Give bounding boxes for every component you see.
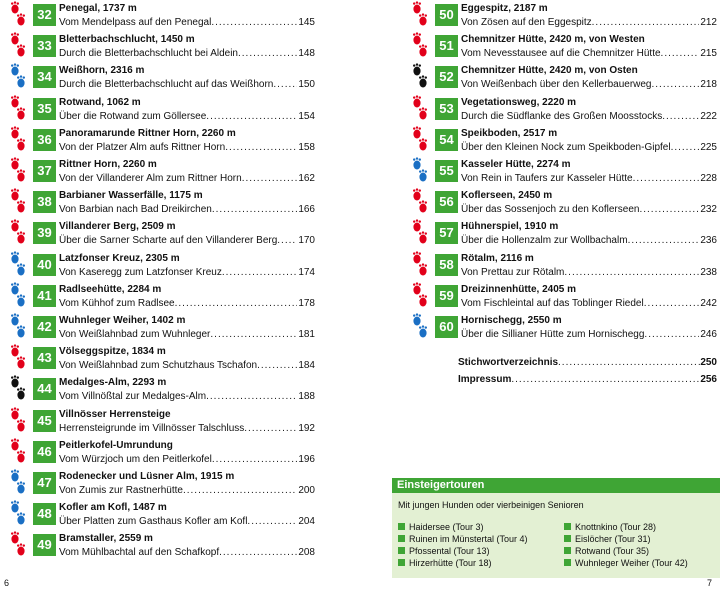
- tour-description: Über die Hollenzalm zur Wollbachalm: [461, 235, 628, 247]
- toc-entry[interactable]: [10, 500, 315, 531]
- bullet-square-icon: [398, 547, 405, 554]
- beginner-tour-label: Pfossental (Tour 13): [409, 546, 490, 556]
- tour-description-line: [461, 142, 717, 153]
- tour-number: 33: [33, 35, 56, 57]
- tour-description: Von Zösen auf den Eggespitz: [461, 17, 592, 28]
- page-ref: 232: [700, 204, 717, 216]
- tour-title: Rotwand, 1062 m: [59, 96, 141, 108]
- toc-extra-entry[interactable]: [458, 374, 717, 385]
- bullet-square-icon: [398, 559, 405, 566]
- tour-description: Von Weißenbach über den Kellerbauerweg: [461, 79, 652, 91]
- tour-description: Über den Kleinen Nock zum Speikboden-Gipfel: [461, 141, 671, 153]
- leader-dots: [244, 423, 297, 434]
- leader-dots: [219, 547, 297, 558]
- paw-print-icon: [10, 469, 26, 497]
- tour-description: Von Barbian nach Bad Dreikirchen: [59, 204, 212, 216]
- leader-dots: [238, 48, 297, 59]
- leader-dots: [639, 204, 699, 215]
- tour-description: Von der Villanderer Alm zum Rittner Horn: [59, 173, 242, 184]
- beginner-tour-item: [398, 534, 528, 544]
- tour-title: Rodenecker und Lüsner Alm, 1915 m: [59, 471, 235, 482]
- toc-entry[interactable]: [10, 407, 315, 438]
- tour-description-line: [461, 173, 717, 184]
- beginner-tour-item: [398, 558, 492, 568]
- leader-dots: [592, 17, 700, 28]
- leader-dots: [242, 173, 298, 184]
- toc-entry[interactable]: [10, 375, 315, 406]
- page-ref: 204: [298, 516, 315, 528]
- tour-number: 46: [33, 441, 56, 463]
- toc-entry[interactable]: [10, 282, 315, 313]
- beginner-tour-item: [564, 522, 656, 532]
- paw-print-icon: [412, 95, 428, 123]
- tour-description-line: [59, 423, 315, 434]
- leader-dots: [225, 142, 297, 153]
- tour-description-line: [59, 391, 315, 402]
- toc-entry[interactable]: [10, 1, 315, 32]
- leader-dots: [175, 298, 298, 309]
- page-ref: 178: [298, 297, 315, 309]
- tour-title: Eggespitz, 2187 m: [461, 3, 548, 14]
- toc-entry[interactable]: [412, 219, 717, 250]
- paw-print-icon: [10, 1, 26, 29]
- tour-title: Radlseehütte, 2284 m: [59, 283, 162, 295]
- tour-title: Weißhorn, 2316 m: [59, 65, 145, 77]
- leader-dots: [644, 329, 699, 340]
- tour-description: Vom Würzjoch um den Peitlerkofel: [59, 453, 212, 465]
- tour-title: Latzfonser Kreuz, 2305 m: [59, 252, 180, 264]
- paw-print-icon: [10, 32, 26, 60]
- paw-print-icon: [10, 313, 26, 341]
- tour-title: Rötalm, 2116 m: [461, 252, 534, 264]
- page-ref: 184: [298, 360, 315, 372]
- page-ref: 225: [700, 141, 717, 153]
- tour-number: 57: [435, 222, 458, 244]
- toc-entry[interactable]: [10, 95, 315, 126]
- tour-title: Peitlerkofel-Umrundung: [59, 439, 173, 451]
- paw-print-icon: [412, 32, 428, 60]
- toc-entry[interactable]: [412, 95, 717, 126]
- tour-description-line: [461, 235, 717, 246]
- leader-dots: [511, 374, 700, 385]
- toc-entry[interactable]: [10, 32, 315, 63]
- beginner-tour-item: [398, 546, 490, 556]
- tour-title: Speikboden, 2517 m: [461, 127, 558, 139]
- page-ref: 250: [700, 357, 717, 368]
- leader-dots: [183, 485, 297, 496]
- paw-print-icon: [10, 157, 26, 185]
- tour-description-line: [59, 17, 315, 28]
- tour-description: Herrensteigrunde im Villnösser Talschluss: [59, 422, 245, 434]
- tour-description-line: [59, 485, 315, 496]
- tour-title: Villnösser Herrensteige: [59, 408, 171, 420]
- tour-description-line: [461, 298, 717, 309]
- leader-dots: [211, 17, 297, 28]
- beginner-tour-label: Eislöcher (Tour 31): [575, 534, 651, 544]
- tour-number: 53: [435, 98, 458, 120]
- tour-title: Hühnerspiel, 1910 m: [461, 221, 559, 233]
- tour-description-line: [461, 17, 717, 28]
- page-ref: 170: [298, 235, 315, 247]
- toc-entry[interactable]: [10, 313, 315, 344]
- tour-description-line: [461, 111, 717, 122]
- toc-entry[interactable]: [412, 1, 717, 32]
- tour-title: Hornischegg, 2550 m: [461, 315, 562, 326]
- beginner-tour-label: Haidersee (Tour 3): [409, 522, 484, 532]
- beginner-tour-label: Wuhnleger Weiher (Tour 42): [575, 558, 688, 568]
- tour-description: Durch die Bletterbachschlucht bei Aldein: [59, 48, 238, 60]
- tour-title: Wuhnleger Weiher, 1402 m: [59, 315, 186, 326]
- leader-dots: [206, 391, 297, 402]
- leader-dots: [212, 204, 297, 215]
- tour-title: Völseggspitze, 1834 m: [59, 346, 166, 358]
- page-ref: 145: [298, 17, 315, 28]
- tour-description: Von Weißlahnbad zum Wuhnleger: [59, 329, 211, 340]
- tour-title: Villanderer Berg, 2509 m: [59, 221, 176, 233]
- paw-print-icon: [412, 219, 428, 247]
- leader-dots: [247, 516, 297, 527]
- tour-number: 32: [33, 4, 56, 26]
- tour-number: 51: [435, 35, 458, 57]
- toc-entry[interactable]: [10, 63, 315, 94]
- tour-number: 45: [33, 410, 56, 432]
- tour-description: Vom Nevesstausee auf die Chemnitzer Hütte: [461, 48, 661, 60]
- beginner-tour-item: [398, 522, 484, 532]
- toc-entry[interactable]: [412, 313, 717, 344]
- tour-number: 42: [33, 316, 56, 338]
- tour-description-line: [461, 48, 717, 59]
- paw-print-icon: [10, 531, 26, 559]
- toc-entry[interactable]: [412, 251, 717, 282]
- toc-entry[interactable]: [412, 188, 717, 219]
- paw-print-icon: [412, 63, 428, 91]
- tour-title: Rittner Horn, 2260 m: [59, 159, 157, 170]
- tour-description: Vom Villnößtal zur Medalges-Alm: [59, 391, 207, 403]
- paw-print-icon: [412, 188, 428, 216]
- toc-entry[interactable]: [10, 219, 315, 250]
- toc-entry[interactable]: [10, 438, 315, 469]
- tour-title: Barbianer Wasserfälle, 1175 m: [59, 190, 203, 202]
- tour-number: 35: [33, 98, 56, 120]
- beginner-tour-item: [564, 534, 651, 544]
- tour-number: 44: [33, 378, 56, 400]
- leader-dots: [273, 79, 297, 90]
- page-ref: 218: [700, 79, 717, 91]
- tour-title: Kofler am Kofl, 1487 m: [59, 502, 167, 514]
- paw-print-icon: [10, 251, 26, 279]
- extra-label: Stichwortverzeichnis: [458, 357, 559, 368]
- tour-title: Penegal, 1737 m: [59, 3, 137, 14]
- tour-title: Dreizinnenhütte, 2405 m: [461, 283, 577, 295]
- page-ref: 238: [700, 266, 717, 278]
- paw-print-icon: [10, 282, 26, 310]
- tour-description-line: [59, 547, 315, 558]
- paw-print-icon: [10, 500, 26, 528]
- toc-entry[interactable]: [10, 531, 315, 562]
- tour-number: 34: [33, 66, 56, 88]
- page-ref: 196: [298, 453, 315, 465]
- toc-entry[interactable]: [10, 469, 315, 500]
- beginner-box-subtitle: Mit jungen Hunden oder vierbeinigen Senioren: [398, 500, 584, 510]
- leader-dots: [628, 235, 700, 246]
- bullet-square-icon: [398, 535, 405, 542]
- page-number-right: 7: [707, 578, 713, 588]
- tour-title: Kasseler Hütte, 2274 m: [461, 159, 571, 170]
- tour-title: Koflerseen, 2450 m: [461, 190, 553, 202]
- leader-dots: [652, 79, 700, 90]
- toc-entry[interactable]: [10, 126, 315, 157]
- tour-number: 43: [33, 347, 56, 369]
- tour-description-line: [59, 454, 315, 465]
- leader-dots: [212, 454, 297, 465]
- beginner-tour-label: Hirzerhütte (Tour 18): [409, 558, 492, 568]
- tour-title: Chemnitzer Hütte, 2420 m, von Osten: [461, 65, 638, 77]
- beginner-tour-label: Rotwand (Tour 35): [575, 546, 650, 556]
- page-ref: 256: [700, 374, 717, 385]
- page-ref: 212: [700, 17, 717, 28]
- leader-dots: [277, 235, 297, 246]
- page-ref: 188: [298, 391, 315, 403]
- tour-number: 49: [33, 534, 56, 556]
- tour-description: Durch die Bletterbachschlucht auf das Weißhorn: [59, 79, 274, 91]
- tour-description: Über die Sillianer Hütte zum Hornischegg: [461, 329, 645, 340]
- tour-number: 60: [435, 316, 458, 338]
- paw-print-icon: [10, 344, 26, 372]
- leader-dots: [661, 48, 700, 59]
- tour-description: Von Zumis zur Rastnerhütte: [59, 485, 183, 496]
- page-ref: 181: [298, 329, 315, 340]
- tour-number: 47: [33, 472, 56, 494]
- bullet-square-icon: [564, 523, 571, 530]
- page-ref: 158: [298, 141, 315, 153]
- tour-description-line: [59, 48, 315, 59]
- paw-print-icon: [10, 375, 26, 403]
- leader-dots: [257, 360, 297, 371]
- toc-entry[interactable]: [10, 251, 315, 282]
- tour-description: Durch die Südflanke des Großen Moosstocks: [461, 110, 663, 122]
- toc-entry[interactable]: [412, 32, 717, 63]
- tour-number: 38: [33, 191, 56, 213]
- tour-description: Über das Sossenjoch zu den Koflerseen: [461, 204, 640, 216]
- page-ref: 242: [700, 297, 717, 309]
- paw-print-icon: [10, 219, 26, 247]
- extra-label: Impressum: [458, 374, 512, 385]
- tour-description: Vom Fischleintal auf das Toblinger Riedel: [461, 297, 644, 309]
- tour-title: Medalges-Alm, 2293 m: [59, 377, 167, 389]
- toc-entry[interactable]: [10, 188, 315, 219]
- toc-extra-entry[interactable]: [458, 357, 717, 368]
- tour-number: 54: [435, 129, 458, 151]
- tour-description: Vom Kühhof zum Radlsee: [59, 297, 175, 309]
- beginner-tour-item: [564, 558, 688, 568]
- tour-number: 40: [33, 254, 56, 276]
- paw-print-icon: [412, 282, 428, 310]
- tour-description-line: [461, 79, 717, 90]
- page-ref: 166: [298, 204, 315, 216]
- paw-print-icon: [10, 126, 26, 154]
- paw-print-icon: [412, 313, 428, 341]
- tour-description: Von Kaseregg zum Latzfonser Kreuz: [59, 266, 222, 278]
- beginner-box-title: Einsteigertouren: [392, 478, 720, 493]
- paw-print-icon: [10, 188, 26, 216]
- tour-description: Über die Sarner Scharte auf den Villanderer Berg: [59, 235, 278, 247]
- paw-print-icon: [10, 407, 26, 435]
- tour-description: Von Rein in Taufers zur Kasseler Hütte: [461, 173, 633, 184]
- page-ref: 246: [700, 329, 717, 340]
- page-ref: 150: [298, 79, 315, 91]
- page-ref: 192: [298, 422, 315, 434]
- paw-print-icon: [412, 157, 428, 185]
- bullet-square-icon: [398, 523, 405, 530]
- page-ref: 162: [298, 173, 315, 184]
- leader-dots: [662, 111, 699, 122]
- tour-description-line: [59, 142, 315, 153]
- toc-entry[interactable]: [10, 157, 315, 188]
- beginner-tour-label: Ruinen im Münstertal (Tour 4): [409, 534, 528, 544]
- beginner-tour-item: [564, 546, 649, 556]
- tour-number: 50: [435, 4, 458, 26]
- leader-dots: [644, 298, 700, 309]
- leader-dots: [633, 173, 700, 184]
- tour-description-line: [59, 79, 315, 90]
- toc-entry[interactable]: [412, 63, 717, 94]
- page-ref: 154: [298, 110, 315, 122]
- tour-description: Von Weißlahnbad zum Schutzhaus Tschafon: [59, 360, 258, 372]
- tour-title: Chemnitzer Hütte, 2420 m, von Westen: [461, 34, 645, 46]
- tour-number: 48: [33, 503, 56, 525]
- bullet-square-icon: [564, 535, 571, 542]
- tour-number: 58: [435, 254, 458, 276]
- page-ref: 148: [298, 48, 315, 60]
- leader-dots: [210, 329, 297, 340]
- page-ref: 200: [298, 485, 315, 496]
- page-number-left: 6: [4, 578, 10, 588]
- leader-dots: [671, 142, 700, 153]
- leader-dots: [564, 267, 699, 278]
- tour-description: Von Prettau zur Rötalm: [461, 266, 565, 278]
- toc-entry[interactable]: [10, 344, 315, 375]
- tour-title: Vegetationsweg, 2220 m: [461, 96, 577, 108]
- toc-entry[interactable]: [412, 126, 717, 157]
- beginner-tour-label: Knottnkino (Tour 28): [575, 522, 657, 532]
- leader-dots: [222, 267, 297, 278]
- toc-entry[interactable]: [412, 157, 717, 188]
- paw-print-icon: [10, 95, 26, 123]
- tour-number: 39: [33, 222, 56, 244]
- tour-number: 59: [435, 285, 458, 307]
- paw-print-icon: [10, 63, 26, 91]
- bullet-square-icon: [564, 547, 571, 554]
- page-ref: 228: [700, 173, 717, 184]
- toc-entry[interactable]: [412, 282, 717, 313]
- tour-description: Über Platten zum Gasthaus Kofler am Kofl: [59, 516, 248, 528]
- tour-description-line: [59, 111, 315, 122]
- paw-print-icon: [412, 126, 428, 154]
- tour-description-line: [59, 267, 315, 278]
- tour-title: Bletterbachschlucht, 1450 m: [59, 34, 195, 46]
- tour-description-line: [59, 360, 315, 371]
- tour-description-line: [461, 204, 717, 215]
- page-ref: 208: [298, 547, 315, 559]
- tour-description-line: [461, 329, 717, 340]
- tour-description-line: [59, 204, 315, 215]
- tour-description-line: [59, 329, 315, 340]
- tour-description-line: [59, 516, 315, 527]
- tour-number: 37: [33, 160, 56, 182]
- beginner-tours-box: [392, 478, 720, 578]
- tour-title: Panoramarunde Rittner Horn, 2260 m: [59, 127, 236, 139]
- tour-description: Von der Platzer Alm aufs Rittner Horn: [59, 141, 226, 153]
- tour-number: 56: [435, 191, 458, 213]
- tour-title: Bramstaller, 2559 m: [59, 533, 153, 545]
- tour-number: 41: [33, 285, 56, 307]
- tour-description-line: [59, 235, 315, 246]
- page-ref: 236: [700, 235, 717, 247]
- tour-description: Über die Rotwand zum Göllersee: [59, 110, 207, 122]
- paw-print-icon: [412, 1, 428, 29]
- leader-dots: [558, 357, 700, 368]
- page-ref: 174: [298, 266, 315, 278]
- tour-number: 36: [33, 129, 56, 151]
- leader-dots: [206, 111, 297, 122]
- tour-number: 55: [435, 160, 458, 182]
- paw-print-icon: [10, 438, 26, 466]
- page-ref: 215: [700, 48, 717, 60]
- tour-description-line: [59, 173, 315, 184]
- bullet-square-icon: [564, 559, 571, 566]
- tour-number: 52: [435, 66, 458, 88]
- tour-description-line: [461, 267, 717, 278]
- page-ref: 222: [700, 110, 717, 122]
- tour-description-line: [59, 298, 315, 309]
- paw-print-icon: [412, 251, 428, 279]
- tour-description: Vom Mühlbachtal auf den Schafkopf: [59, 547, 220, 559]
- tour-description: Vom Mendelpass auf den Penegal: [59, 17, 212, 28]
